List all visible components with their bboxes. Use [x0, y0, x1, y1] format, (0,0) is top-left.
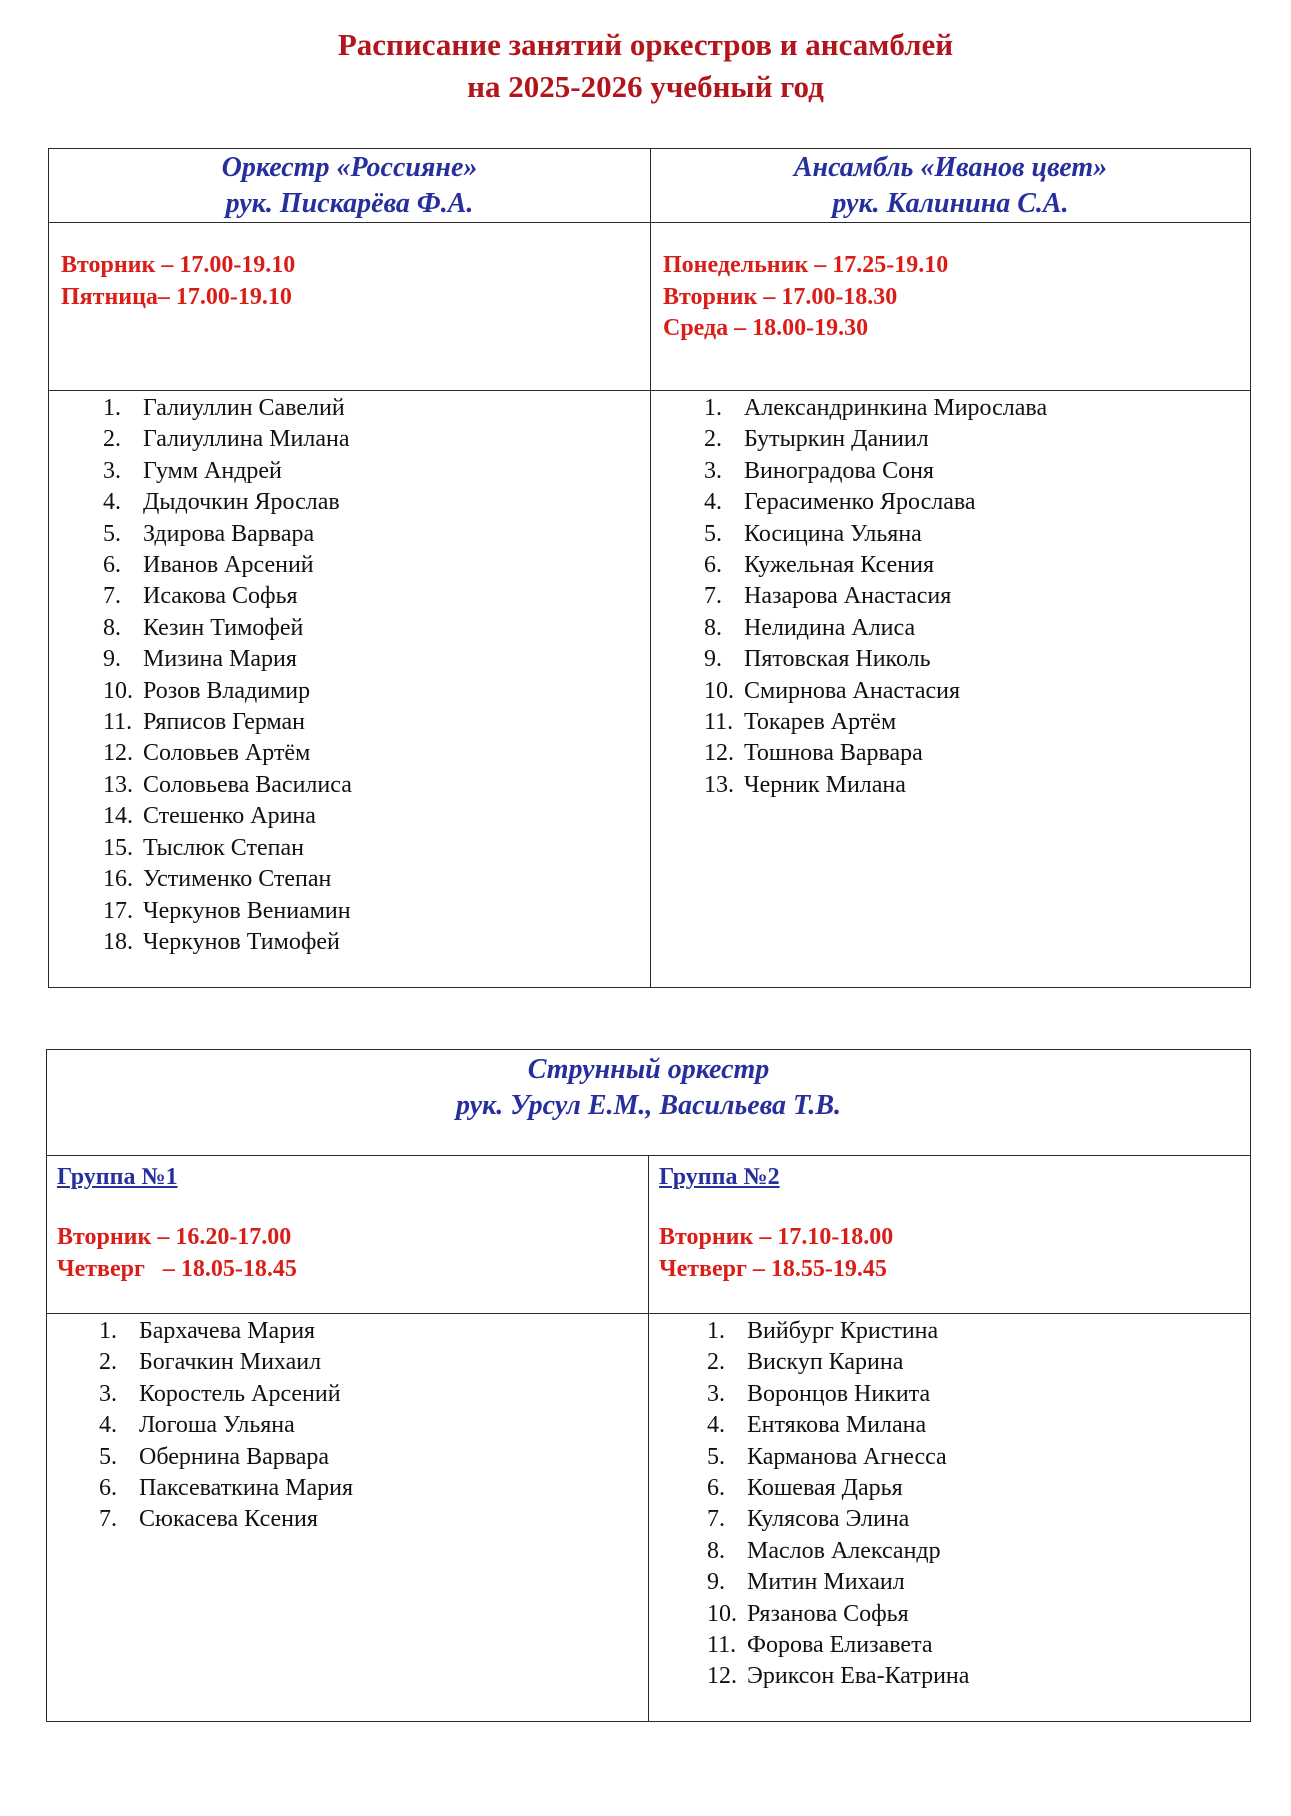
member-name: Виноградова Соня	[744, 457, 934, 484]
member-list-item	[704, 487, 1250, 518]
member-list-item	[103, 487, 650, 518]
member-number: 9.	[103, 646, 121, 673]
member-list-item	[707, 1473, 1250, 1504]
member-name: Кошевая Дарья	[747, 1475, 903, 1502]
group-leader: рук. Пискарёва Ф.А.	[225, 188, 474, 219]
member-list-item	[704, 707, 1250, 738]
member-list-item	[103, 833, 650, 864]
member-number: 11.	[704, 709, 734, 736]
member-name: Тошнова Варвара	[744, 740, 923, 767]
member-list-item	[103, 801, 650, 832]
member-list-item	[99, 1473, 648, 1504]
member-list-item	[704, 676, 1250, 707]
member-number: 4.	[707, 1412, 725, 1439]
member-number: 3.	[103, 457, 121, 484]
member-name: Митин Михаил	[747, 1569, 905, 1596]
member-list-item	[707, 1379, 1250, 1410]
ensemble-ivanov-tsvet-members	[651, 391, 1251, 988]
member-number: 2.	[707, 1349, 725, 1376]
member-list-item	[103, 644, 650, 675]
schedule-line: Вторник – 17.10-18.00	[659, 1224, 894, 1250]
member-list-item	[704, 738, 1250, 769]
member-number: 2.	[99, 1349, 117, 1376]
member-name: Стешенко Арина	[143, 803, 316, 830]
member-name: Смирнова Анастасия	[744, 677, 960, 704]
member-number: 5.	[99, 1443, 117, 1470]
member-list-item	[99, 1316, 648, 1347]
group-name: Струнный оркестр	[527, 1054, 770, 1085]
member-number: 7.	[103, 583, 121, 610]
schedule-line: Вторник – 17.00-18.30	[663, 283, 898, 310]
member-list-item	[704, 581, 1250, 612]
member-number: 4.	[99, 1412, 117, 1439]
member-list-item	[707, 1599, 1250, 1630]
member-name: Пятовская Николь	[744, 646, 931, 673]
member-number: 13.	[704, 771, 734, 798]
ensemble-ivanov-tsvet-header	[651, 149, 1251, 223]
member-number: 17.	[103, 897, 133, 924]
member-number: 5.	[103, 520, 121, 547]
member-number: 13.	[103, 771, 133, 798]
group-2-members	[649, 1314, 1251, 1722]
member-number: 1.	[704, 395, 722, 421]
schedule-table-2	[46, 1049, 1251, 1722]
member-name: Исакова Софья	[143, 583, 298, 610]
member-name: Ряписов Герман	[143, 709, 305, 736]
member-number: 3.	[704, 457, 722, 484]
member-list-item	[707, 1504, 1250, 1535]
member-number: 9.	[707, 1569, 725, 1596]
member-list-item	[704, 613, 1250, 644]
member-name: Черник Милана	[744, 771, 906, 798]
member-number: 8.	[704, 614, 722, 641]
member-number: 6.	[704, 552, 722, 579]
member-name: Богачкин Михаил	[139, 1349, 322, 1376]
member-name: Черкунов Вениамин	[143, 897, 351, 924]
member-number: 7.	[707, 1506, 725, 1533]
member-number: 7.	[704, 583, 722, 610]
member-name: Эриксон Ева-Катрина	[747, 1663, 970, 1690]
member-list-item	[103, 550, 650, 581]
member-name: Нелидина Алиса	[744, 614, 916, 641]
member-name: Тыслюк Степан	[143, 834, 304, 861]
member-name: Здирова Варвара	[143, 520, 315, 547]
member-number: 8.	[103, 614, 121, 641]
group-1-schedule	[47, 1156, 649, 1314]
member-list-item	[707, 1347, 1250, 1378]
member-list-item	[99, 1379, 648, 1410]
member-list-item	[704, 644, 1250, 675]
member-name: Кезин Тимофей	[143, 614, 304, 641]
member-number: 5.	[707, 1443, 725, 1470]
member-name: Иванов Арсений	[143, 552, 314, 579]
member-name: Маслов Александр	[747, 1537, 941, 1564]
member-name: Рязанова Софья	[747, 1600, 909, 1627]
member-name: Черкунов Тимофей	[143, 928, 340, 955]
member-number: 10.	[707, 1600, 737, 1627]
schedule-line: Понедельник – 17.25-19.10	[663, 252, 949, 278]
member-list-item	[707, 1567, 1250, 1598]
orchestra-rossiyane-schedule	[49, 223, 651, 391]
page-title: Расписание занятий оркестров и ансамблей	[337, 27, 954, 62]
orchestra-rossiyane-members	[49, 391, 651, 988]
schedule-line: Пятница– 17.00-19.10	[61, 283, 292, 310]
member-number: 12.	[704, 740, 734, 767]
member-number: 11.	[707, 1632, 737, 1659]
member-name: Карманова Агнесса	[747, 1443, 947, 1470]
member-list-item	[704, 770, 1250, 801]
member-list-item	[704, 456, 1250, 487]
member-list-item	[103, 927, 650, 958]
member-number: 11.	[103, 709, 133, 736]
member-list-item	[103, 456, 650, 487]
member-list-item	[103, 581, 650, 612]
member-name: Обернина Варвара	[139, 1443, 330, 1470]
member-name: Форова Елизавета	[747, 1632, 933, 1659]
member-list-item	[704, 519, 1250, 550]
page-subtitle: на 2025-2026 учебный год	[467, 69, 824, 104]
member-name: Галиуллин Савелий	[143, 395, 345, 421]
member-number: 2.	[103, 426, 121, 453]
member-name: Ентякова Милана	[747, 1412, 927, 1439]
group-name: Оркестр «Россияне»	[221, 152, 478, 183]
member-list-item	[103, 519, 650, 550]
group-1-title: Группа №1	[57, 1164, 178, 1190]
member-name: Бутыркин Даниил	[744, 426, 929, 453]
group-name: Ансамбль «Иванов цвет»	[793, 152, 1108, 183]
group-leader: рук. Калинина С.А.	[832, 188, 1069, 219]
member-name: Соловьев Артём	[143, 740, 311, 767]
member-number: 3.	[707, 1380, 725, 1407]
member-name: Галиуллина Милана	[143, 426, 350, 453]
member-list-item	[103, 864, 650, 895]
member-number: 1.	[707, 1318, 725, 1344]
member-list-item	[103, 676, 650, 707]
schedule-line: Четверг – 18.05-18.45	[57, 1255, 297, 1282]
member-number: 6.	[103, 552, 121, 579]
member-name: Александринкина Мирослава	[744, 395, 1048, 421]
member-list-item	[99, 1410, 648, 1441]
member-name: Бархачева Мария	[139, 1318, 316, 1344]
member-name: Кужельная Ксения	[744, 552, 934, 579]
schedule-line: Четверг – 18.55-19.45	[659, 1255, 887, 1282]
member-number: 4.	[704, 489, 722, 516]
member-list-item	[103, 613, 650, 644]
member-name: Паксеваткина Мария	[139, 1475, 354, 1502]
member-name: Токарев Артём	[744, 709, 897, 736]
member-number: 4.	[103, 489, 121, 516]
member-list-item	[103, 393, 650, 424]
member-list-item	[99, 1442, 648, 1473]
member-number: 2.	[704, 426, 722, 453]
member-list-item	[103, 424, 650, 455]
member-name: Коростель Арсений	[139, 1380, 341, 1407]
group-2-schedule	[649, 1156, 1251, 1314]
schedule-line: Среда – 18.00-19.30	[663, 315, 869, 341]
member-list-item	[707, 1536, 1250, 1567]
schedule-line: Вторник – 16.20-17.00	[57, 1224, 292, 1250]
schedule-table-1	[48, 148, 1251, 988]
member-number: 18.	[103, 928, 133, 955]
member-name: Вискуп Карина	[747, 1349, 904, 1376]
member-name: Логоша Ульяна	[139, 1412, 295, 1439]
ensemble-ivanov-tsvet-schedule	[651, 223, 1251, 391]
member-number: 12.	[103, 740, 133, 767]
member-number: 9.	[704, 646, 722, 673]
member-list-item	[99, 1504, 648, 1535]
member-name: Вийбург Кристина	[747, 1318, 939, 1344]
member-list-item	[707, 1661, 1250, 1692]
member-number: 6.	[99, 1475, 117, 1502]
member-name: Гумм Андрей	[143, 457, 282, 484]
member-list-item	[103, 770, 650, 801]
member-list-item	[707, 1630, 1250, 1661]
group-2-title: Группа №2	[659, 1164, 780, 1190]
member-list-item	[99, 1347, 648, 1378]
member-list-item	[103, 896, 650, 927]
schedule-line: Вторник – 17.00-19.10	[61, 252, 296, 278]
member-list-item	[707, 1410, 1250, 1441]
member-list-item	[704, 393, 1250, 424]
string-orchestra-header	[47, 1050, 1251, 1156]
member-number: 8.	[707, 1537, 725, 1564]
member-list-item	[103, 738, 650, 769]
member-name: Устименко Степан	[143, 866, 332, 893]
member-number: 10.	[103, 677, 133, 704]
group-leader: рук. Урсул Е.М., Васильева Т.В.	[455, 1090, 842, 1121]
member-name: Мизина Мария	[143, 646, 297, 673]
member-number: 7.	[99, 1506, 117, 1533]
member-number: 1.	[99, 1318, 117, 1344]
member-number: 10.	[704, 677, 734, 704]
member-list-item	[704, 550, 1250, 581]
member-name: Сюкасева Ксения	[139, 1506, 318, 1533]
member-list-item	[707, 1442, 1250, 1473]
member-number: 12.	[707, 1663, 737, 1690]
orchestra-rossiyane-header	[49, 149, 651, 223]
member-name: Розов Владимир	[143, 677, 311, 704]
member-number: 6.	[707, 1475, 725, 1502]
member-number: 5.	[704, 520, 722, 547]
member-name: Кулясова Элина	[747, 1506, 910, 1533]
member-list-item	[704, 424, 1250, 455]
member-number: 1.	[103, 395, 121, 421]
member-name: Дыдочкин Ярослав	[143, 489, 340, 516]
group-1-members	[47, 1314, 649, 1722]
member-list-item	[707, 1316, 1250, 1347]
member-number: 3.	[99, 1380, 117, 1407]
member-name: Соловьева Василиса	[143, 771, 352, 798]
member-list-item	[103, 707, 650, 738]
member-name: Герасименко Ярослава	[744, 489, 976, 516]
member-number: 15.	[103, 834, 133, 861]
member-number: 14.	[103, 803, 133, 830]
member-name: Назарова Анастасия	[744, 583, 952, 610]
member-name: Косицина Ульяна	[744, 520, 922, 547]
member-number: 16.	[103, 866, 133, 893]
member-name: Воронцов Никита	[747, 1380, 931, 1407]
